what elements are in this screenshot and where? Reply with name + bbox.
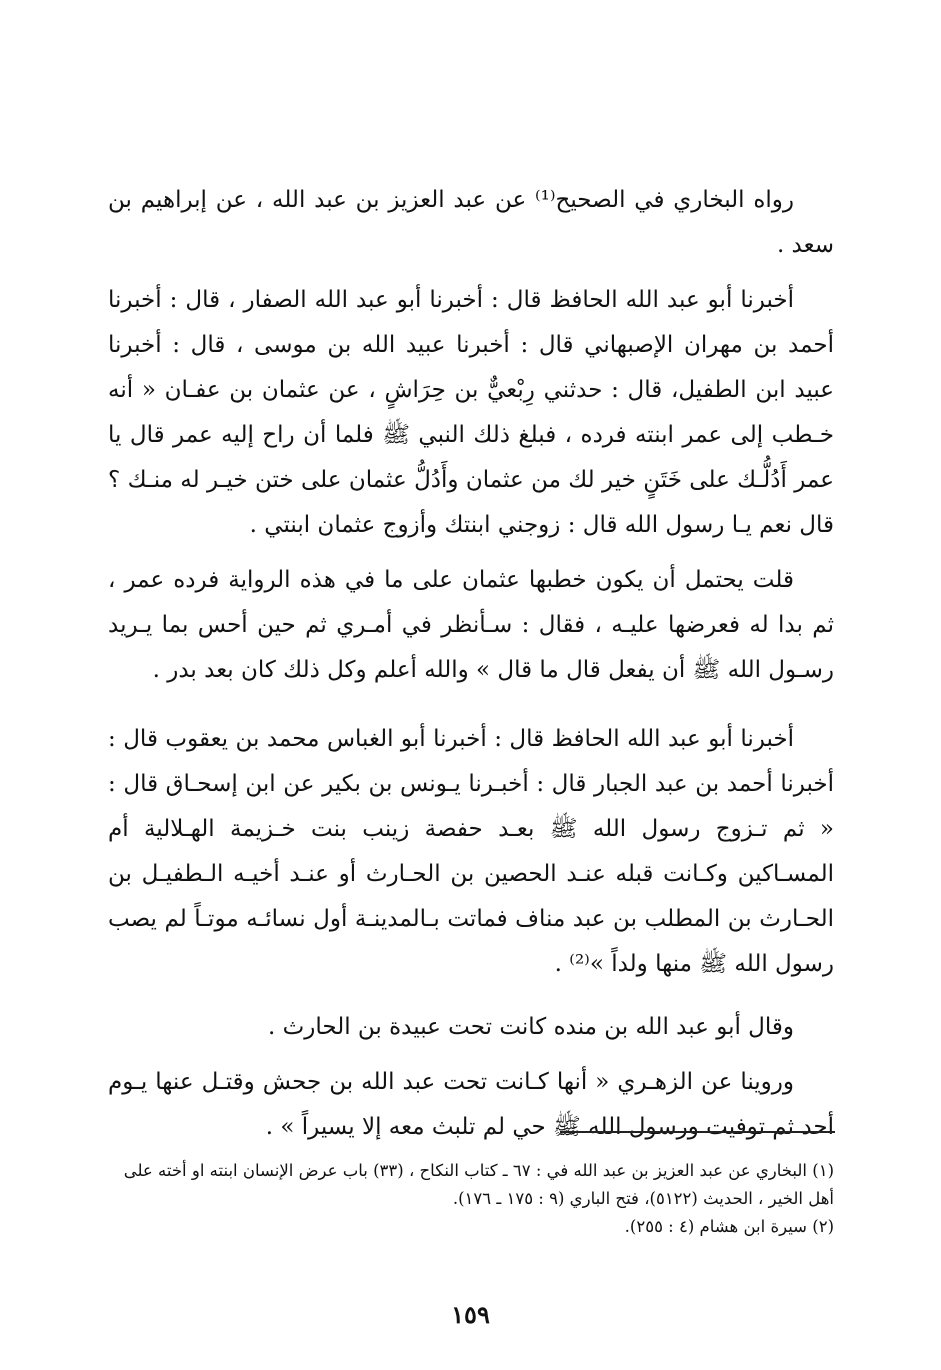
paragraph-uthman-hadith — [108, 278, 834, 548]
paragraph-commentary — [108, 558, 834, 693]
page-number: ١٥٩ — [451, 1300, 490, 1329]
paragraph-text: أخبرنا أبو عبد الله الحافظ قال : أخبرنا أبو عبد الله الصفار ، قال : أخبرنا أحمد بن مهران الإصبهاني قال : أخبرنا عبيد الله بن موسى ، قال : أخبرنا عبيد ابن الطفيل، قال : حدثني رِبْعيٌّ بن حِرَاشٍ ، عن عثمان بن عفـان « أنه خـطب إلى عمر ابنته فرده ، فبلغ ذلك النبي ﷺ فلما أن راح إليه عمر قال يا عمر أَدُلُّـك على خَتَنٍ خير لك من عثمان وأَدُلُّ عثمان على ختن خيـر له منـك ؟ قال نعم يـا رسول الله قال : زوجني ابنتك وأزوج عثمان ابنتي . — [108, 287, 834, 538]
paragraph-text: قلت يحتمل أن يكون خطبها عثمان على ما في هذه الرواية فرده عمر ، ثم بدا له فعرضها عليـه ، فقال : سـأنظر في أمـري ثم حين أحس بما يـريد رسـول الله ﷺ أن يفعل قال ما قال » والله أعلم وكل ذلك كان بعد بدر . — [108, 567, 834, 683]
paragraph-zuhri — [108, 1060, 834, 1150]
footnote-1: (١) البخاري عن عبد العزيز بن عبد الله في : ٦٧ ـ كتاب النكاح ، (٣٣) باب عرض الإنسان ابنته او أخته على أهل الخير ، الحديث (٥١٢٢)، فتح الباري (٩ : ١٧٥ ـ ١٧٦). — [123, 1161, 834, 1208]
paragraph-text: رواه البخاري في الصحيح⁽¹⁾ عن عبد العزيز بن عبد الله ، عن إبراهيم بن سعد . — [108, 187, 834, 258]
paragraph-text: وقال أبو عبد الله بن منده كانت تحت عبيدة بن الحارث . — [267, 1014, 794, 1040]
paragraph-bukhari-narration — [108, 178, 834, 268]
paragraph-zaynab-marriage — [108, 717, 834, 987]
paragraph-text: أخبرنا أبو عبد الله الحافظ قال : أخبرنا أبو الغباس محمد بن يعقوب قال : أخبرنا أحمد بن عبد الجبار قال : أخبـرنا يـونس بن بكير عن ابن إسحـاق قال : « ثم تـزوج رسول الله ﷺ بعـد حفصة زينب بنت خـزيمة الهـلالية أم المسـاكين وكـانت قبله عنـد الحصين بن الحـارث أو عنـد أخيـه الـطفيـل بن الحـارث بن المطلب بن عبد مناف فماتت بـالمدينـة أول نسائـه موتـاً لم يصب رسول الله ﷺ منها ولداً »⁽²⁾ . — [108, 726, 834, 977]
paragraph-text: وروينا عن الزهـري « أنها كـانت تحت عبد الله بن جحش وقتـل عنها يـوم أحد ثم توفيت ورسول الله ﷺ حي لم تلبث معه إلا يسيراً » . — [108, 1069, 834, 1140]
footnotes — [108, 1157, 834, 1241]
main-text — [108, 178, 834, 1150]
paragraph-ibn-mandah — [108, 1005, 834, 1050]
footnote-divider — [560, 1131, 835, 1133]
footnote-2: (٢) سيرة ابن هشام (٤ : ٢٥٥). — [624, 1217, 834, 1236]
